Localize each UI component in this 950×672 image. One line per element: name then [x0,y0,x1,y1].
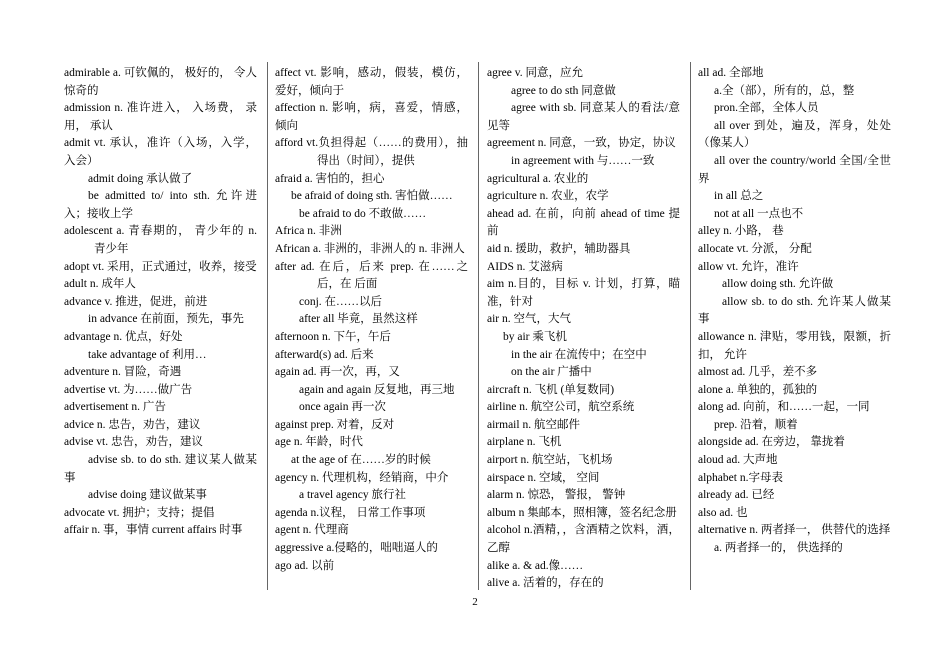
entry: alone a. 单独的，孤独的 [698,383,818,396]
column-divider [267,62,268,590]
entry: admirable a. 可钦佩的， 极好的， 令人惊奇的 [64,67,257,97]
entry: afternoon n. 下午，午后 [275,330,391,343]
entry: after all 毕竟，虽然这样 [299,313,418,326]
entry: admission n. 准许进入， 入场费， 录用， 承认 [64,102,257,132]
entry: air n. 空气，大气 [487,313,572,326]
entry: alike a. & ad.像…… [487,559,584,572]
entry: be afraid to do 不敢做…… [299,207,427,220]
entry: allow vt. 允许，准许 [698,260,799,273]
entry: once again 再一次 [299,401,386,414]
entry: aircraft n. 飞机 (单复数同) [487,383,615,396]
entry: airport n. 航空站，飞机场 [487,454,613,467]
entry: aggressive a.侵略的，咄咄逼人的 [275,542,438,555]
entry: all ad. 全部地 [698,67,764,79]
entry: again and again 反复地，再三地 [299,383,455,396]
entry: agricultural a. 农业的 [487,172,589,185]
entry: also ad. 也 [698,506,748,519]
entry: ahead ad. 在前，向前 ahead of time 提前 [487,207,680,238]
entry: in all 总之 [714,190,764,203]
entry: affair n. 事，事情 current affairs 时事 [64,524,243,537]
entry: advise vt. 忠告，劝告，建议 [64,436,203,449]
entry: airline n. 航空公司，航空系统 [487,401,635,414]
entry: admit doing 承认做了 [88,172,193,185]
entry: alternative n. 两者择一， 供替代的选择 [698,524,891,537]
column-2 [275,65,468,575]
entry: Africa n. 非洲 [275,225,342,238]
entry: aid n. 援助，救护，辅助器具 [487,242,631,255]
column-3 [487,65,680,593]
entry: airspace n. 空域， 空间 [487,471,600,484]
entry: take advantage of 利用… [88,348,207,361]
entry: conj. 在……以后 [299,295,383,308]
entry: against prep. 对着，反对 [275,418,395,431]
entry: alcohol n.酒精，，含酒精之饮料，酒，乙醇 [487,524,680,555]
entry: agree v. 同意，应允 [487,67,584,79]
entry: afterward(s) ad. 后来 [275,348,374,361]
entry: African a. 非洲的，非洲人的 n. 非洲人 [275,242,465,255]
entry: advocate vt. 拥护；支持；提倡 [64,506,215,519]
entry: almost ad. 几乎，差不多 [698,366,818,379]
entry: airmail n. 航空邮件 [487,418,580,431]
entry: advise doing 建议做某事 [88,489,207,502]
entry: agree to do sth 同意做 [511,84,616,97]
entry: by air 乘飞机 [503,330,567,343]
entry: a travel agency 旅行社 [299,489,406,502]
entry: agree with sb. 同意某人的看法/意见等 [487,102,680,132]
entry: in agreement with 与……一致 [511,154,655,167]
entry: affect vt. 影响，感动，假装，模仿，爱好，倾向于 [275,67,468,97]
entry: adolescent a. 青春期的， 青少年的 n. 青少年 [64,225,257,255]
entry: pron.全部，全体人员 [714,102,819,115]
entry: afford vt.负担得起（……的费用），抽得出（时间），提供 [275,137,468,167]
entry: be admitted to/ into sth. 允许进入；接收上学 [64,190,257,220]
entry: already ad. 已经 [698,489,775,502]
entry: affection n. 影响，病，喜爱，情感，倾向 [275,102,468,132]
entry: advise sb. to do sth. 建议某人做某事 [64,454,257,484]
entry: again ad. 再一次，再，又 [275,366,400,379]
column-divider [478,62,479,590]
entry: advantage n. 优点，好处 [64,330,183,343]
column-divider [690,62,691,590]
entry: alongside ad. 在旁边， 靠拢着 [698,436,845,449]
entry: ago ad. 以前 [275,559,335,572]
entry: alphabet n.字母表 [698,471,783,484]
entry: afraid a. 害怕的，担心 [275,172,385,185]
entry: in advance 在前面，预先，事先 [88,313,244,326]
entry: alive a. 活着的，存在的 [487,577,604,590]
entry: agreement n. 同意，一致，协定，协议 [487,137,676,150]
entry: all over 到处，遍及，浑身，处处（像某人） [698,119,891,150]
entry: in the air 在流传中；在空中 [511,348,647,361]
entry: allocate vt. 分派， 分配 [698,242,812,255]
entry: after ad. 在后，后来 prep. 在……之后，在 后面 [275,260,468,291]
entry: be afraid of doing sth. 害怕做…… [291,190,453,203]
entry: admit vt. 承认，准许（入场，入学，入会） [64,137,257,167]
entry: not at all 一点也不 [714,207,804,220]
entry: alley n. 小路， 巷 [698,225,784,238]
entry: advertise vt. 为……做广告 [64,383,193,396]
entry: AIDS n. 艾滋病 [487,260,563,273]
entry: all over the country/world 全国/全世界 [698,154,891,185]
entry: advice n. 忠告，劝告，建议 [64,418,201,431]
entry: adventure n. 冒险，奇遇 [64,366,182,379]
entry: on the air 广播中 [511,366,592,379]
entry: album n 集邮本，照相簿，签名纪念册 [487,506,677,519]
entry: agent n. 代理商 [275,524,349,537]
entry: aloud ad. 大声地 [698,454,778,467]
entry: agency n. 代理机构，经销商，中介 [275,471,449,484]
column-4 [698,65,891,558]
entry: adopt vt. 采用，正式通过，收养，接受 [64,260,257,273]
entry: along ad. 向前，和……一起，一同 [698,401,870,414]
entry: advertisement n. 广告 [64,401,166,414]
entry: a. 两者择一的， 供选择的 [714,542,843,555]
entry: adult n. 成年人 [64,278,136,291]
column-1 [64,65,257,540]
entry: a.全（部），所有的，总，整 [714,84,855,97]
entry: age n. 年龄，时代 [275,436,363,449]
entry: agriculture n. 农业，农学 [487,190,609,203]
entry: allow doing sth. 允许做 [722,278,834,291]
entry: alarm n. 惊恐， 警报， 警钟 [487,489,626,502]
entry: allow sb. to do sth. 允许某人做某事 [698,295,891,326]
entry: agenda n.议程， 日常工作事项 [275,506,426,519]
entry: aim n.目的，目标 v. 计划，打算，瞄准，针对 [487,278,680,308]
entry: at the age of 在……岁的时候 [291,454,431,467]
entry: allowance n. 津贴，零用钱，限额，折扣， 允许 [698,330,891,361]
entry: airplane n. 飞机 [487,436,562,449]
page-number: 2 [472,596,478,608]
entry: prep. 沿着，顺着 [714,418,798,431]
entry: advance v. 推进，促进，前进 [64,295,208,308]
